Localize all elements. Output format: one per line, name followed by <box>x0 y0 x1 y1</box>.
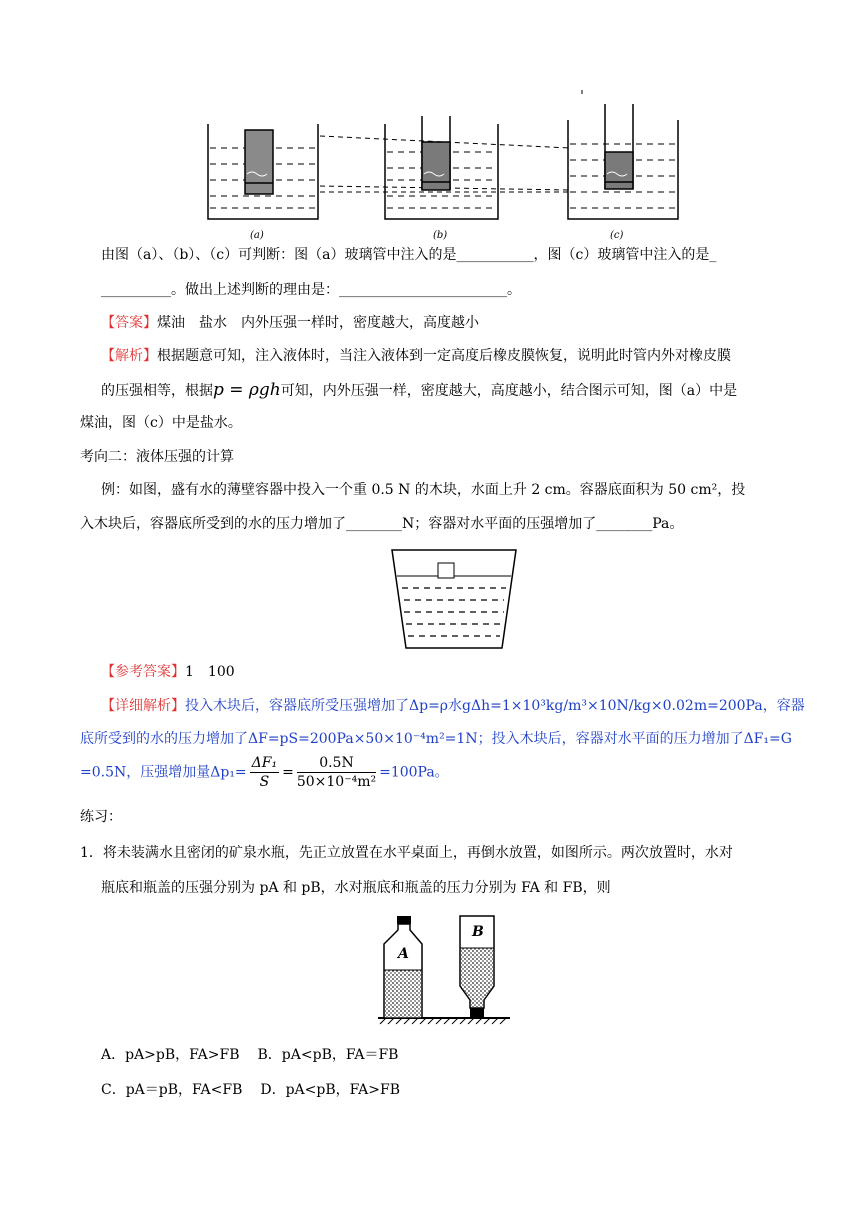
fig-label-a: (a) <box>250 230 264 241</box>
fraction-2-denominator: 50×10⁻⁴m² <box>296 774 377 790</box>
pressure-formula: p = ρgh <box>213 380 281 400</box>
analysis1-line2 <box>101 380 737 401</box>
detail-text-3a: =0.5N，压强增加量Δp₁= <box>80 764 247 781</box>
option-a[interactable]: A．pA>pB，FA>FB <box>101 1047 240 1063</box>
analysis-text-2b: 可知，内外压强一样，密度越大，高度越小，结合图示可知，图（a）中是 <box>280 383 738 399</box>
options-row-1 <box>101 1045 398 1065</box>
analysis1-line3: 煤油，图（c）中是盐水。 <box>80 415 242 431</box>
answer1 <box>101 313 479 333</box>
beaker-b <box>385 116 498 219</box>
analysis-text-2a: 的压强相等，根据 <box>101 383 213 399</box>
q1-line2: 瓶底和瓶盖的压强分别为 pA 和 pB，水对瓶底和瓶盖的压力分别为 FA 和 FB，则 <box>101 880 611 896</box>
answer-text: 煤油 盐水 内外压强一样时，密度越大，高度越小 <box>157 315 479 331</box>
option-b[interactable]: B．pA<pB，FA＝FB <box>257 1047 399 1063</box>
beaker-c <box>568 104 678 219</box>
bottle-a <box>384 916 422 1018</box>
fig-label-b: (b) <box>433 230 448 241</box>
q1-line1: 1．将未装满水且密闭的矿泉水瓶，先正立放置在水平桌面上，再倒水放置，如图所示。两次放置时，水对 <box>80 845 733 861</box>
analysis-text-1: 根据题意可知，注入液体时，当注入液体到一定高度后橡皮膜恢复，说明此时管内外对橡皮膜 <box>157 348 731 364</box>
beaker-a <box>208 124 318 219</box>
options-row-2 <box>101 1080 400 1100</box>
ref-answer <box>101 662 235 682</box>
answer-tag: 【答案】 <box>101 315 157 331</box>
ref-answer-tag: 【参考答案】 <box>101 664 185 680</box>
option-d[interactable]: D．pA<pB，FA>FB <box>260 1082 400 1098</box>
fraction-1-numerator: ΔF₁ <box>251 755 278 771</box>
analysis-tag: 【解析】 <box>101 348 157 364</box>
fraction-2 <box>297 754 376 791</box>
beaker-tube-figure <box>200 86 690 246</box>
example-line2: 入木块后，容器底所受到的水的压力增加了________N；容器对水平面的压强增加了________Pa。 <box>80 516 684 532</box>
detail-line3: =0.5N，压强增加量Δp₁= $\frac{\text{ΔF₁}}{S}$ = $\frac{0.5N}{\text{50×10⁻⁴m²}}$ =100Pa。 <box>80 755 449 790</box>
analysis1-line1 <box>101 346 731 366</box>
detail-line1 <box>101 696 805 716</box>
detail-tag: 【详细解析】 <box>101 698 185 714</box>
example-line1: 例：如图，盛有水的薄壁容器中投入一个重 0.5 N 的木块，水面上升 2 cm。容器底面积为 50 cm²，投 <box>101 482 746 498</box>
section-title: 考向二：液体压强的计算 <box>80 449 234 465</box>
question-intro-line1: 由图（a）、（b）、（c）可判断：图（a）玻璃管中注入的是___________，图（c）玻璃管中注入的是_ <box>101 247 717 263</box>
question-intro-line2: __________。做出上述判断的理由是：________________________。 <box>101 282 521 298</box>
option-c[interactable]: C．pA＝pB，FA<FB <box>101 1082 243 1098</box>
fraction-1 <box>250 754 279 791</box>
fraction-2-numerator: 0.5N <box>297 754 376 773</box>
bottle-b-label: B <box>472 924 484 940</box>
container-figure <box>384 546 524 652</box>
bottle-a-label: A <box>398 946 409 962</box>
detail-text-3b: =100Pa。 <box>379 764 449 781</box>
fraction-1-denominator: S <box>259 774 270 790</box>
ref-answer-text: 1 100 <box>185 664 235 680</box>
practice-title: 练习： <box>80 809 122 825</box>
detail-text-1: 投入木块后，容器底所受压强增加了Δp=ρ水gΔh=1×10³kg/m³×10N/kg×0.02m=200Pa，容器 <box>185 698 805 714</box>
bottles-figure <box>376 914 512 1026</box>
fig-label-c: (c) <box>610 230 624 241</box>
detail-line2: 底所受到的水的压力增加了ΔF=pS=200Pa×50×10⁻⁴m²=1N；投入木块后，容器对水平面的压力增加了ΔF₁=G <box>80 731 792 747</box>
